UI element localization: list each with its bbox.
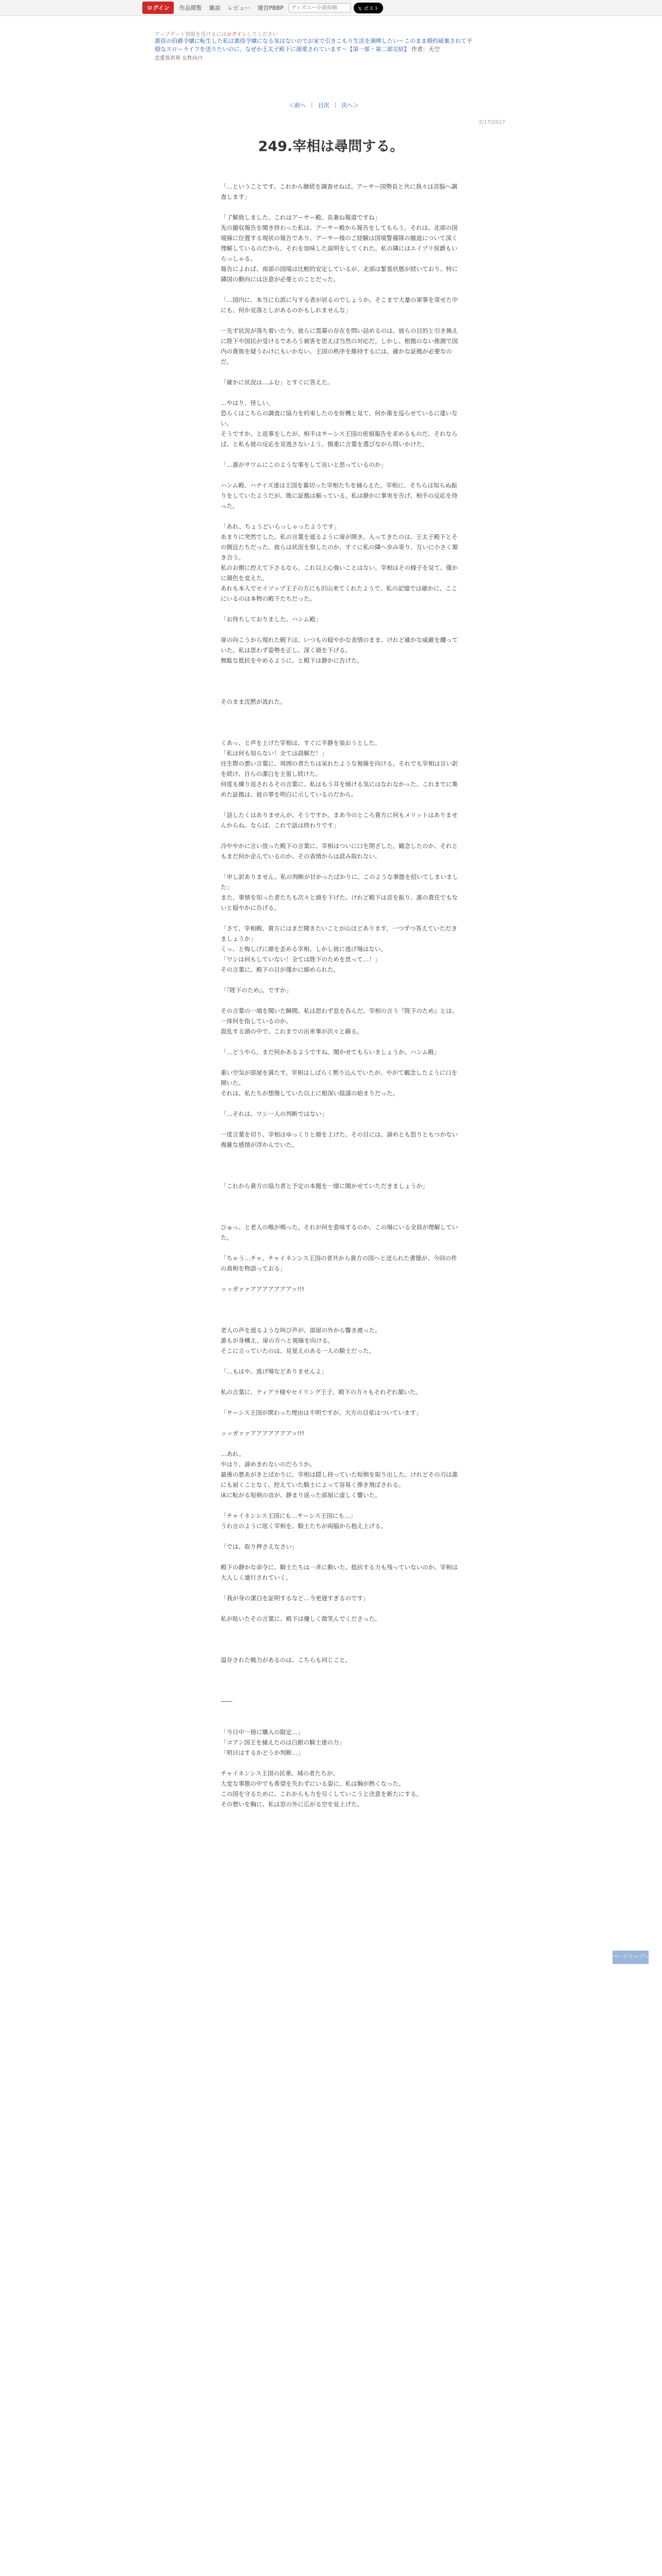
- body-paragraph: [221, 861, 463, 872]
- body-paragraph: そのまま沈黙が流れた。: [221, 698, 286, 705]
- body-paragraph: 「コアン国王を捕えたのは白銀の騎士達の力」: [221, 1739, 345, 1746]
- body-paragraph: 「さて、宰相殿。貴方にはまだ聞きたいことが山ほどあります。一つずつ答えていただきましょうか」: [221, 925, 457, 942]
- body-paragraph: [221, 284, 463, 295]
- pager-prev-link[interactable]: ＜前へ: [289, 102, 306, 109]
- body-paragraph: 一度言葉を切り、宰相はゆっくりと顔を上げた。その目には、諦めとも怒りともつかない複雑な感情が浮かんでいた。: [221, 1131, 458, 1148]
- body-paragraph: [221, 1119, 463, 1129]
- body-paragraph: [221, 1191, 463, 1201]
- body-paragraph: 混乱する頭の中で、これまでの出来事が次々と蘇る。: [221, 1028, 363, 1035]
- body-paragraph: 往生際の悪い言葉に、周囲の者たちは呆れたような視線を向ける。それでも宰相は言い訳を続け、自らの潔白を主張し続けた。: [221, 760, 458, 777]
- body-paragraph: [221, 1150, 463, 1160]
- notice-prefix: アップデート情報を受けるには: [155, 32, 227, 38]
- work-title-text[interactable]: 悪役の伯爵令嬢に転生した私は悪役令嬢になる気はないのでお家で引きこもり生活を満喫したい～このまま婚約破棄されて平穏なスローライフを送りたいのに、なぜか王太子殿下に溺愛されています～【第一部・第二部完結】: [155, 38, 472, 53]
- body-paragraph: くあっ、と声を上げた宰相は、すぐに平静を装おうとした。: [221, 739, 381, 747]
- body-paragraph: 「…もはや、逃げ場などありませんよ」: [221, 1368, 327, 1375]
- body-paragraph: [221, 1531, 463, 1541]
- body-paragraph: それは、私たちが想像していた以上に根深い陰謀の始まりだった。: [221, 1090, 399, 1097]
- body-paragraph: [221, 831, 463, 841]
- body-paragraph: 一先ず状況が落ち着いた今、彼らに黒幕の存在を問い詰めるのは、彼らの目的と引き換えに陛下や国民が受けるであろう被害を思えば当然の対応だ。しかし、根拠のない推測で国内の貴族を疑うわけにもいかない。王国の秩序を維持するには、確かな証拠が必要なのだ。: [221, 327, 458, 365]
- body-paragraph: 床に転がる短剣の音が、静まり返った部屋に虚しく響いた。: [221, 1492, 381, 1499]
- body-paragraph: [221, 1171, 463, 1181]
- body-paragraph: [221, 511, 463, 521]
- body-paragraph: [221, 995, 463, 1006]
- body-paragraph: [221, 1037, 463, 1047]
- body-paragraph: [221, 1645, 463, 1655]
- body-paragraph: [221, 1377, 463, 1387]
- body-paragraph: ッッガァァアアアアアアアッ!!!: [221, 1430, 305, 1437]
- body-paragraph: [221, 202, 463, 212]
- body-paragraph: 「申し訳ありません。私の判断が甘かったばかりに、このような事態を招いてしまいました」: [221, 873, 458, 891]
- body-paragraph: 私のお側に控えて下さるなら、これ以上心強いことはない。宰相はその様子を見て、僅かに顔色を変えた。: [221, 564, 458, 582]
- body-paragraph: 「明日はするかどうか判断…」: [221, 1749, 304, 1756]
- body-paragraph: 老人の声を遮るような叫び声が、部屋の外から響き渡った。: [221, 1327, 381, 1334]
- body-paragraph: [221, 1624, 463, 1634]
- body-paragraph: やはり、諦めきれないのだろうか。: [221, 1461, 316, 1468]
- body-paragraph: 「お待ちしておりました、ハンム殿」: [221, 616, 322, 623]
- body-paragraph: 「…国内に、本当に右派に与する者が居るのでしょうか。そこまで大量の軍事を寄せた中にも、何か見落としがあるのかもしれませんな」: [221, 296, 458, 314]
- body-paragraph: [221, 717, 463, 727]
- body-paragraph: 「了解致しました。これはアーサー殿、長兼ね報道ですね」: [221, 214, 381, 221]
- body-paragraph: …あれ。: [221, 1450, 245, 1458]
- body-paragraph: 「『陛下のため』、ですか」: [221, 987, 292, 994]
- body-paragraph: [221, 1706, 463, 1717]
- body-paragraph: くっ、と悔しげに顔を歪める宰相。しかし彼に逃げ場はない。: [221, 945, 387, 953]
- body-paragraph: [221, 975, 463, 985]
- body-paragraph: [221, 387, 463, 398]
- notice-suffix: してください: [246, 32, 278, 38]
- body-paragraph: 恐らくはこちらの調査に協力を約束したのを好機と見て、何か策を巡らせているに違いない。: [221, 410, 458, 427]
- body-paragraph: [221, 1356, 463, 1366]
- scroll-top-button[interactable]: ページトップへ: [613, 1951, 649, 1964]
- top-navigation-inner: [142, 2, 383, 13]
- body-paragraph: 「今日中一冊に購入の限定…」: [221, 1728, 304, 1736]
- body-paragraph: 殿下の静かな命令に、騎士たちは一斉に動いた。抵抗する力も残っていないのか、宰相は大人しく連行されていく。: [221, 1564, 458, 1581]
- body-paragraph: 「私は何も知らない！全ては誤解だ！」: [221, 750, 327, 757]
- body-paragraph: [221, 1098, 463, 1109]
- body-paragraph: ッッガァァアアアアアアアッ!!!: [221, 1285, 305, 1293]
- body-paragraph: また、事情を知った者たちも次々と頭を下げた。けれど殿下は首を振り、誰の責任でもないと穏やかに告げる。: [221, 894, 458, 911]
- update-notice: [155, 30, 278, 38]
- chapter-pager: [289, 101, 358, 109]
- body-paragraph: [221, 1717, 463, 1727]
- body-paragraph: 「…それは、ワシ一人の判断ではない」: [221, 1110, 327, 1117]
- body-paragraph: [221, 315, 463, 326]
- body-paragraph: 「サーシス王国が関わった理由は不明ですが、大方の目星はついています」: [221, 1409, 422, 1416]
- body-paragraph: [221, 1634, 463, 1645]
- body-paragraph: [221, 1294, 463, 1304]
- body-paragraph: [221, 624, 463, 635]
- body-paragraph: 「では、取り押さえなさい」: [221, 1543, 298, 1550]
- body-paragraph: その言葉に、殿下の目が僅かに細められた。: [221, 966, 339, 973]
- body-paragraph: [221, 707, 463, 717]
- body-paragraph: 重い空気が部屋を満たす。宰相はしばらく黙り込んでいたが、やがて観念したように口を開いた。: [221, 1069, 458, 1087]
- body-paragraph: 「ちゃう…チャ、チャイネンシス王国の者共から貴方の国へと送られた書簡が、今回の件の真相を物語っておる」: [221, 1255, 457, 1272]
- body-paragraph: 「話したくはありませんが、そうですか。まあ今のところ貴方に何もメリットはありませんからね。ならば、これで話は終わりです」: [221, 811, 458, 829]
- body-paragraph: その想いを胸に、私は窓の外に広がる空を見上げた。: [221, 1801, 363, 1808]
- body-paragraph: 扉の向こうから現れた殿下は、いつもの穏やかな表情のまま、けれど確かな威厳を纏っていた。私は思わず姿勢を正し、深く頭を下げる。: [221, 636, 458, 654]
- body-paragraph: 報告によれば、南部の国境は比較的安定しているが、北部は緊張状態が続いており、特に隣国の動向には注意が必要とのことだった。: [221, 265, 458, 283]
- body-paragraph: ハンム殿、ハナイズ達は王国を裏切った宰相たちを捕らえた。宰相に、そちらは知らぬ振りをしていたようだが、既に証拠は揃っている。私は静かに事実を告げ、相手の反応を待った。: [221, 482, 458, 510]
- top-navigation-bar: [0, 0, 662, 16]
- body-paragraph: 「確かに状況は…ふむ」とすぐに答えた。: [221, 379, 334, 386]
- body-paragraph: そこに立っていたのは、見覚えのある一人の騎士だった。: [221, 1347, 375, 1354]
- body-paragraph: チャイネンシス王国の民衆、城の者たちが、: [221, 1770, 339, 1777]
- nav-link-review[interactable]: レビュー: [227, 5, 251, 11]
- body-paragraph: [221, 800, 463, 810]
- nav-link-operations[interactable]: 運営PBBP: [257, 5, 284, 11]
- body-paragraph: 「あれ、ちょうどいらっしゃったようです」: [221, 523, 340, 530]
- body-paragraph: [221, 449, 463, 460]
- body-paragraph: [221, 913, 463, 923]
- body-paragraph: 「ワシは何もしていない！全ては陛下のためを思って…！」: [221, 956, 381, 963]
- body-paragraph: 「これから貴方の協力者と予定の本題を一緒に聞かせていただきましょうか」: [221, 1182, 428, 1190]
- body-paragraph: この国を守るために、これからも力を尽くしていこうと決意を新たにする。: [221, 1790, 422, 1798]
- body-paragraph: 温存された戦力があるのは、こちらも同じこと。: [221, 1656, 351, 1664]
- body-paragraph: [221, 1675, 463, 1686]
- body-paragraph: あまりに突然でした。私の言葉を遮るように扉が開き、入ってきたのは、王太子殿下とその側近たちだった。彼らは状況を察したのか、すぐに私の隣へ歩み寄り、互いに小さく頷き合う。: [221, 533, 458, 561]
- body-paragraph: [221, 676, 463, 686]
- body-paragraph: 「我が身の潔白を証明するなど…今更遅すぎるのです」: [221, 1595, 369, 1602]
- work-author[interactable]: 作者：天空: [411, 46, 440, 53]
- body-paragraph: [221, 1758, 463, 1768]
- nav-link-browse[interactable]: 作品閲覧: [179, 5, 202, 11]
- body-paragraph: そうですか、と返事をしたが、相手はサーシス王国の密偵報告を求めるものだ。それならば、と私も彼の反応を見逃さないよう、慎重に言葉を選びながら問いかけた。: [221, 430, 458, 448]
- body-paragraph: 先の撤収報告を聞き終わった私は、アーサー殿から報告をしてもらう。それは、北部の国境線に位置する現状の報告であり、アーサー様のご経験は国境警備隊の撤退について深く理解しているのだから、それを加味した説明をしてくれた。私の隣にはエイプリ侯爵もいらっしゃる。: [221, 224, 458, 262]
- body-paragraph: [221, 1397, 463, 1408]
- work-meta: 恋愛異世界 女性向け: [155, 56, 203, 61]
- body-paragraph: [221, 1315, 463, 1325]
- body-paragraph: 私が呟いたその言葉に、殿下は優しく微笑んでくださった。: [221, 1615, 381, 1622]
- body-paragraph: 冷ややかに言い放った殿下の言葉に、宰相はついに口を閉ざした。観念したのか、それともまだ何か企んでいるのか、その表情からは読み取れない。: [221, 842, 458, 860]
- body-paragraph: 「…どうやら、まだ何かあるようですね。聞かせてもらいましょうか、ハンム殿」: [221, 1048, 440, 1056]
- body-paragraph: [221, 1057, 463, 1067]
- body-paragraph: 大変な事態の中でも希望を失わずにいる姿に、私は胸が熱くなった。: [221, 1780, 405, 1787]
- body-paragraph: [221, 1500, 463, 1511]
- body-paragraph: 何度も繰り返されるその言葉に、私はもう耳を傾ける気にはなれなかった。これまでに集めた証拠は、彼の罪を明白に示しているのだから。: [221, 781, 458, 798]
- search-input[interactable]: [289, 3, 351, 12]
- body-paragraph: 無駄な抵抗をやめるように、と殿下は静かに告げた。: [221, 657, 363, 664]
- page-number: 2/17/2017: [478, 120, 505, 125]
- pager-next-link[interactable]: 次へ＞: [341, 102, 359, 109]
- body-paragraph: その言葉の一端を聞いた瞬間、私は思わず息を呑んだ。宰相の言う『陛下のため』とは、一体何を指しているのか。: [221, 1007, 458, 1025]
- login-button[interactable]: ログイン: [142, 2, 174, 14]
- body-paragraph: [221, 1201, 463, 1212]
- x-logo-icon: 𝕏: [357, 6, 364, 12]
- body-paragraph: ひゅっ、と老人の喉が鳴った。それが何を意味するのか、この場にいる全員が理解していた。: [221, 1224, 458, 1241]
- notice-login-link[interactable]: ログイン: [226, 32, 247, 38]
- body-paragraph: [221, 1274, 463, 1284]
- body-paragraph: [221, 1686, 463, 1696]
- pager-separator: |: [311, 101, 313, 108]
- body-paragraph: 「…ということです。これから継続を調査せねば。アーサー国勢長と共に我々は首脳へ調査します」: [221, 183, 457, 200]
- body-paragraph: [221, 1603, 463, 1614]
- pager-separator: |: [334, 101, 337, 108]
- nav-link-chat[interactable]: 雑談: [209, 5, 221, 11]
- body-paragraph: 「…誰がサワムにこのような事をして良いと思っているのか」: [221, 461, 387, 468]
- body-paragraph: [221, 1304, 463, 1315]
- body-paragraph: [221, 727, 463, 738]
- body-paragraph: うわ言のように呟く宰相を、騎士たちが両脇から抱え上げる。: [221, 1522, 387, 1530]
- body-paragraph: [221, 686, 463, 697]
- body-paragraph: あれも本人でセイソップ王子の方にも沢山来てくれたようで、私の記憶では確かに、ここにいるのは本物の殿下たちだった。: [221, 585, 457, 602]
- body-paragraph: [221, 666, 463, 676]
- body-paragraph: [221, 1160, 463, 1171]
- body-paragraph: [221, 1243, 463, 1253]
- body-paragraph: [221, 604, 463, 614]
- body-paragraph: [221, 1438, 463, 1449]
- body-paragraph: 最後の悪あがきとばかりに、宰相は隠し持っていた短剣を取り出した。けれどその刃は誰にも届くことなく、控えていた騎士によって容易く弾き飛ばされる。: [221, 1471, 458, 1488]
- body-paragraph: ——: [221, 1698, 233, 1705]
- chapter-title: 249.宰相は尋問する。: [258, 139, 404, 155]
- body-paragraph: [221, 1552, 463, 1562]
- body-paragraph: [221, 1583, 463, 1593]
- body-paragraph: 「チャイネンシス王国にも…サーシス王国にも…」: [221, 1512, 356, 1519]
- chapter-body: [221, 181, 463, 1809]
- pager-toc-link[interactable]: 目次: [318, 102, 329, 109]
- body-paragraph: …やはり、怪しい。: [221, 399, 274, 406]
- body-paragraph: 誰もが身構え、扉の方へと視線を向ける。: [221, 1337, 334, 1344]
- x-share-label: ポスト: [363, 6, 379, 12]
- body-paragraph: [221, 1665, 463, 1675]
- x-share-button[interactable]: [354, 3, 383, 13]
- body-paragraph: [221, 367, 463, 377]
- body-paragraph: 私の言葉に、ティアラ様やセイリング王子、殿下の方々もそれぞれ頷いた。: [221, 1388, 422, 1396]
- body-paragraph: [221, 470, 463, 480]
- body-paragraph: [221, 1418, 463, 1428]
- body-paragraph: [221, 1212, 463, 1222]
- work-title[interactable]: [155, 37, 474, 54]
